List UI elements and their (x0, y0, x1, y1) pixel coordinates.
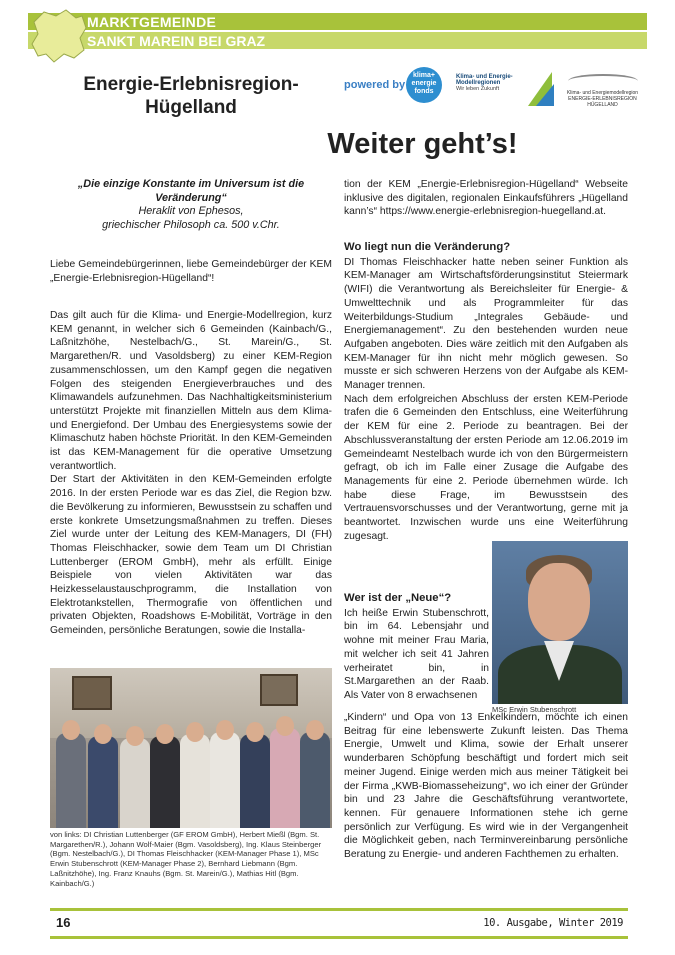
section2-text-narrow: Ich heiße Erwin Stubenschrott, bin im 64. Lebensjahr und wohne mit meiner Frau Maria, mit welcher ich seit 41 Jahren verheiratet bin, in St.Margarethen an der Raab. Als Vater von 8 erwachsenen (344, 607, 489, 701)
person-3 (120, 738, 150, 828)
header-subtitle: SANKT MAREIN BEI GRAZ (87, 33, 266, 49)
section1-paragraph-1: DI Thomas Fleischhacker hatte neben seiner Funktion als KEM-Manager am Wirtschaftsförderungsinstitut Steiermark (WIFI) die Verantwortung als Bereichsleiter für Energie- & Umwelttechnik und als Programmleiter für das Weiterbildungs-Studium „Integrales Gebäude- und Energiemanagement“. Zu den bestehenden wurden neue Aufgaben angeboten. Dies wäre zeitlich mit den Aufgaben als KEM-Manager für ihn nicht mehr möglich gewesen. So musste er sich schweren Herzens von der Aufgabe als KEM-Manager trennen. (344, 256, 628, 392)
issue-info: 10. Ausgabe, Winter 2019 (483, 917, 623, 929)
quote-author: Heraklit von Ephesos, (138, 205, 244, 218)
person-9-head (306, 720, 324, 740)
person-4 (150, 736, 180, 828)
person-1-head (62, 720, 80, 740)
photo-frame-left (72, 676, 112, 710)
kem-logo-line1: Klima- und Energie- (456, 74, 513, 80)
footer-rule-bottom (50, 936, 628, 939)
person-7 (240, 734, 270, 828)
person-8-head (276, 716, 294, 736)
footer-rule-top (50, 908, 628, 911)
person-9 (300, 732, 330, 828)
person-4-head (156, 724, 174, 744)
person-8 (270, 728, 300, 828)
section-veraenderung (344, 237, 628, 543)
region-title: Energie-Erlebnisregion-Hügelland (83, 74, 299, 118)
municipality-map-icon (30, 8, 90, 66)
headline: Weiter geht’s! (327, 128, 518, 160)
quote-author-desc: griechischer Philosoph ca. 500 v.Chr. (102, 219, 280, 232)
huegelland-logo-text (560, 90, 645, 108)
greeting: Liebe Gemeindebürgerinnen, liebe Gemeindebürger der KEM „Energie-Erlebnisregion-Hügelland“! (50, 259, 332, 284)
quote-text: „Die einzige Konstante im Universum ist die Veränderung“ (77, 178, 305, 204)
photo-caption: von links: DI Christian Luttenberger (GF EROM GmbH), Herbert Mießl (Bgm. St. Margarethen/R.), Johann Wolf-Maier (Bgm. Vasoldsberg), Ing. Klaus Steinberger (Bgm. Nestelbach/G.), DI Thomas Fleischhacker (KEM-Manager Phase 1), MSc Erwin Stubenschrott (KEM-Manager Phase 2), Bernhard Liebmann (Bgm. Laßnitzhöhe), Ing. Franz Knauhs (Bgm. St. Marein/G.), Mathias Hitl (Bgm. Kainbach/G.) (50, 830, 322, 888)
person-2-head (94, 724, 112, 744)
person-6-head (216, 720, 234, 740)
left-paragraph-1: Das gilt auch für die Klima- und Energie-Modellregion, kurz KEM genannt, in welcher sich 6 Gemeinden (Kainbach/G., Laßnitzhöhe, Nestelbach/G., St. Marein/G., St. Margarethen/R. und Vasoldsberg) zu einer KEM-Region zusammenschlossen, um den Kampf gegen die negativen Folgen des steigenden Energieverbrauches und des Klimawandels aufzunehmen. Das Nachhaltigkeitsministerium unterstützt Projekte mit finanziellen Mitteln aus dem Klima- und Energiefond. Der Umbau des Energiesystems sowie der Klimaschutz haben höchste Priorität. In den KEM-Gemeinden ist das KEM-Management für die operative Umsetzung verantwortlich. (50, 310, 332, 472)
person-1 (56, 733, 86, 828)
section1-paragraph-2: Nach dem erfolgreichen Abschluss der ersten KEM-Periode trafen die 6 Gemeinden den Entschluss, eine Weiterführung der KEM für eine 2. Periode zu beantragen. Bei der Abschlussveranstaltung der ersten Periode am 12.06.2019 im Gemeindeamt Nestelbach wurde ich von den Bürgermeistern gefragt, ob ich im Falle einer Zusage die Aufgabe des Managements für eine 2. Periode übernehmen würde. Ich habe diese Frage, im Bewusstsein des Vertrauensvorschusses und der Verantwortung, gerne mit ja beantwortet. Inzwischen wurde uns eine Weiterführung zugesagt. (344, 393, 628, 542)
arc-logo-icon (568, 74, 638, 88)
section1-heading: Wo liegt nun die Veränderung? (344, 241, 511, 253)
kem-logo-text (456, 74, 513, 92)
person-5 (180, 734, 210, 828)
huegelland-logo-line2: ENERGIE-ERLEBNISREGION (568, 96, 637, 102)
section2-heading: Wer ist der „Neue“? (344, 592, 452, 604)
photo-frame-right (260, 674, 298, 706)
sponsor-logos (338, 64, 648, 124)
page-number: 16 (56, 915, 71, 930)
group-photo (50, 668, 332, 828)
portrait-face (528, 563, 590, 641)
section2-text-wide: „Kindern“ und Opa von 13 Enkelkindern, möchte ich einen Beitrag für eine lebenswerte Zukunft leisten. Das Thema Energie, Umwelt und Klima, sowie der Erhalt unserer wunderbaren Schöpfung beschäftigt und fordert mich seit meiner Jugend. Einige werden mich aus meiner Tätigkeit bei der Firma „KWB-Biomasseheizung“, wo ich einer der Gründer bin und 23 Jahre die Geschäftsführung verantwortete, kennen. Für genauere Informationen stehe ich gerne persönlich zur Verfügung. Es wird wie in der Vergangenheit die Möglichkeit geben, nach Terminvereinbarung persönliche Beratung zu Energie- und anderen Fachthemen zu erhalten. (344, 712, 628, 861)
huegelland-logo-line3: HÜGELLAND (587, 102, 618, 108)
huegelland-logo (560, 74, 645, 112)
person-3-head (126, 726, 144, 746)
klima-fonds-text: klima+ energie fonds (411, 72, 437, 95)
section-wer-ist-der-neue (344, 588, 489, 703)
right-intro: tion der KEM „Energie-Erlebnisregion-Hügelland“ Webseite inklusive des digitalen, regionalen Einkaufsführers „Hügelland kann’s“ https://www.energie-erlebnisregion-huegelland.at. (344, 179, 628, 218)
portrait-caption: MSc Erwin Stubenschrott (492, 705, 577, 714)
person-6 (210, 732, 240, 828)
left-paragraph-2: Der Start der Aktivitäten in den KEM-Gemeinden erfolgte 2016. In der ersten Periode war es das Ziel, die Region bzw. die Bevölkerung zu informieren, Bewusstsein zu schaffen und erste konkrete Umsetzungsmaßnahmen zu treffen. Dieses Ziel wurde unter der Leitung des KEM-Managers, DI (FH) Thomas Fleischhacker, sowie dem Team um DI Christian Luttenberger (EROM GmbH), mehr als erfüllt. Einige Beispiele von vielen Aktivitäten war das Heizkesselaustauschprogramm, die Installation von Elektrotankstellen, Thermografie von öffentlichen und privaten Objekten, Roadshows E-Mobilität, Vorträge in den Gemeinden, persönliche Beratungen, sowie die Installa- (50, 474, 332, 637)
person-2 (88, 736, 118, 828)
quote-block (50, 178, 332, 233)
powered-by-text: powered by (344, 79, 406, 91)
person-7-head (246, 722, 264, 742)
portrait-photo (492, 541, 628, 704)
kem-logo-line3: Wir leben Zukunft (456, 86, 500, 92)
header-title: MARKTGEMEINDE (87, 14, 217, 30)
kem-logo-line2: Modellregionen (456, 80, 501, 86)
person-5-head (186, 722, 204, 742)
left-column-body (50, 309, 332, 638)
huegelland-logo-line1: Klima- und Energiemodellregion (566, 90, 639, 96)
